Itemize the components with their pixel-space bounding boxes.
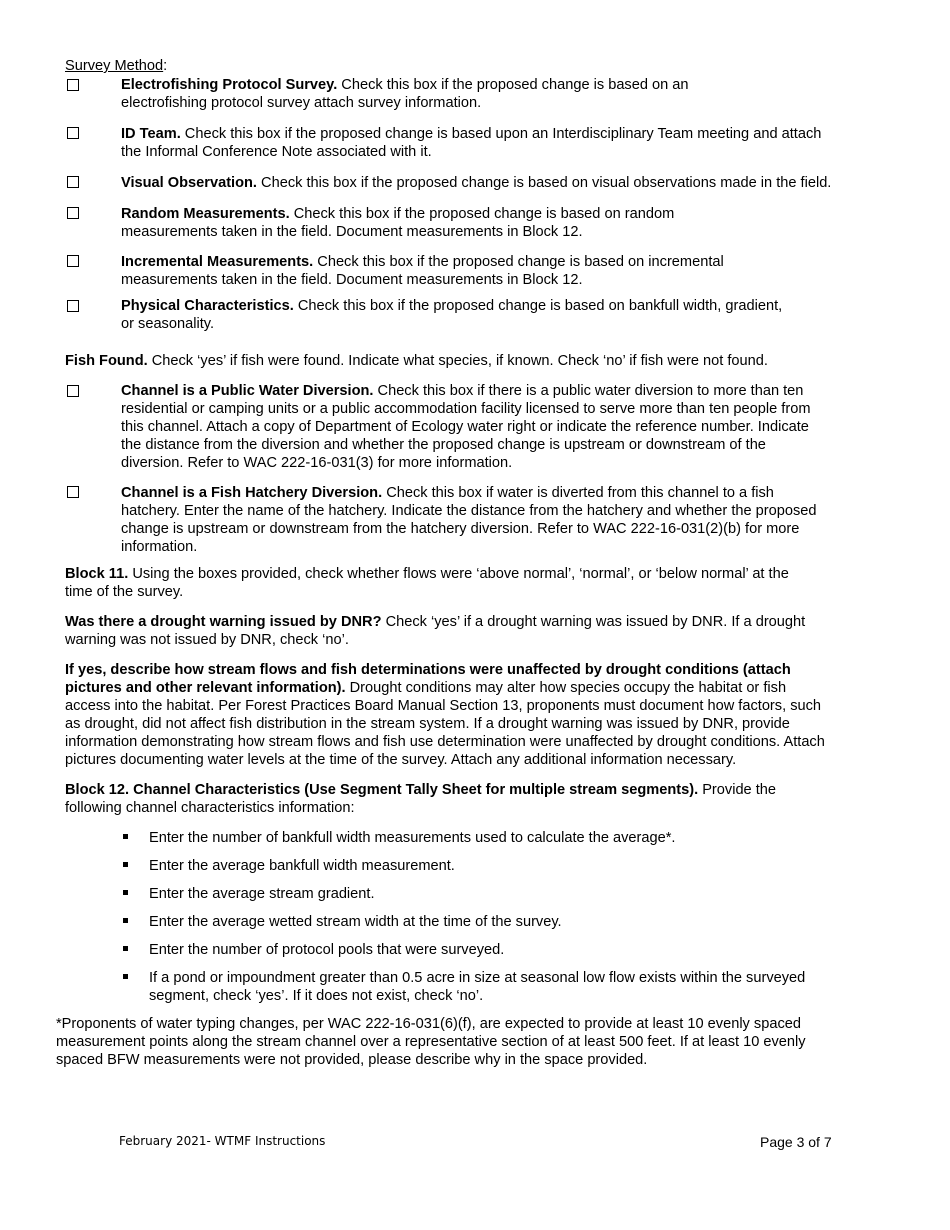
bullet-item: Enter the number of protocol pools that were surveyed. <box>149 942 505 958</box>
random-measurements-checkbox[interactable] <box>67 207 79 219</box>
incremental-measurements-checkbox[interactable] <box>67 255 79 267</box>
bullet-marker <box>123 974 128 979</box>
random-measurements-item: Random Measurements. Check this box if the proposed change is based on random measurements taken in the field. Document measurements in Block 12. <box>121 206 675 240</box>
bullet-marker <box>123 918 128 923</box>
drought-warning-paragraph: Was there a drought warning issued by DNR? Check ‘yes’ if a drought warning was issued by DNR. If a drought warning was not issued by DNR, check ‘no’. <box>65 614 806 648</box>
public-water-diversion-item: Channel is a Public Water Diversion. Check this box if there is a public water diversion to more than ten residential or camping units or a public accommodation facility licensed to serve more than ten people from this channel. Attach a copy of Department of Ecology water right or indicate the reference number. Indicate the distance from the diversion and whether the proposed change is upstream or downstream of the diversion. Refer to WAC 222-16-031(3) for more information. <box>121 383 811 471</box>
drought-description-paragraph: If yes, describe how stream flows and fish determinations were unaffected by drought conditions (attach pictures and other relevant information). Drought conditions may alter how species occupy the habitat or fish access into the habitat. Per Forest Practices Board Manual Section 13, proponents must document how factors, such as drought, did not affect fish distribution in the stream system. If a drought warning was issued by DNR, provide information demonstrating how stream flows and fish use determination were unaffected by drought conditions. Attach pictures documenting water levels at the time of the survey. Attach any additional information necessary. <box>65 662 825 768</box>
footer-document-title: February 2021- WTMF Instructions <box>119 1134 326 1148</box>
block-11-paragraph: Block 11. Using the boxes provided, check whether flows were ‘above normal’, ‘normal’, or ‘below normal’ at the time of the survey. <box>65 566 789 600</box>
bullet-item: Enter the average bankfull width measurement. <box>149 858 455 874</box>
fish-found-paragraph: Fish Found. Check ‘yes’ if fish were found. Indicate what species, if known. Check ‘no’ if fish were not found. <box>65 353 768 369</box>
fish-hatchery-diversion-item: Channel is a Fish Hatchery Diversion. Check this box if water is diverted from this channel to a fish hatchery. Enter the name of the hatchery. Indicate the distance from the hatchery and whether the proposed change is upstream or downstream from the hatchery diversion. Refer to WAC 222-16-031(2)(b) for more information. <box>121 485 817 555</box>
physical-characteristics-checkbox[interactable] <box>67 300 79 312</box>
electrofishing-checkbox[interactable] <box>67 79 79 91</box>
bullet-item: Enter the average stream gradient. <box>149 886 375 902</box>
incremental-measurements-item: Incremental Measurements. Check this box if the proposed change is based on incremental measurements taken in the field. Document measurements in Block 12. <box>121 254 724 288</box>
bullet-item: Enter the average wetted stream width at the time of the survey. <box>149 914 562 930</box>
bullet-marker <box>123 862 128 867</box>
id-team-checkbox[interactable] <box>67 127 79 139</box>
public-water-diversion-checkbox[interactable] <box>67 385 79 397</box>
survey-method-heading: Survey Method: <box>65 58 168 74</box>
bullet-marker <box>123 946 128 951</box>
fish-hatchery-diversion-checkbox[interactable] <box>67 486 79 498</box>
electrofishing-item: Electrofishing Protocol Survey. Check this box if the proposed change is based on an electrofishing protocol survey attach survey information. <box>121 77 689 111</box>
physical-characteristics-item: Physical Characteristics. Check this box if the proposed change is based on bankfull width, gradient, or seasonality. <box>121 298 783 332</box>
id-team-item: ID Team. Check this box if the proposed change is based upon an Interdisciplinary Team meeting and attach the Informal Conference Note associated with it. <box>121 126 822 160</box>
footer-page-number: Page 3 of 7 <box>760 1134 832 1150</box>
footnote-paragraph: *Proponents of water typing changes, per WAC 222-16-031(6)(f), are expected to provide at least 10 evenly spaced measurement points along the stream channel over a representative section of at least 500 feet. If at least 10 evenly spaced BFW measurements were not provided, please describe why in the space provided. <box>56 1016 806 1068</box>
visual-observation-checkbox[interactable] <box>67 176 79 188</box>
bullet-marker <box>123 834 128 839</box>
bullet-marker <box>123 890 128 895</box>
visual-observation-item: Visual Observation. Check this box if the proposed change is based on visual observations made in the field. <box>121 175 832 191</box>
bullet-item: If a pond or impoundment greater than 0.5 acre in size at seasonal low flow exists within the surveyed segment, check ‘yes’. If it does not exist, check ‘no’. <box>149 970 806 1004</box>
bullet-item: Enter the number of bankfull width measurements used to calculate the average*. <box>149 830 676 846</box>
block-12-paragraph: Block 12. Channel Characteristics (Use Segment Tally Sheet for multiple stream segments). Provide the following channel characteristics information: <box>65 782 777 816</box>
